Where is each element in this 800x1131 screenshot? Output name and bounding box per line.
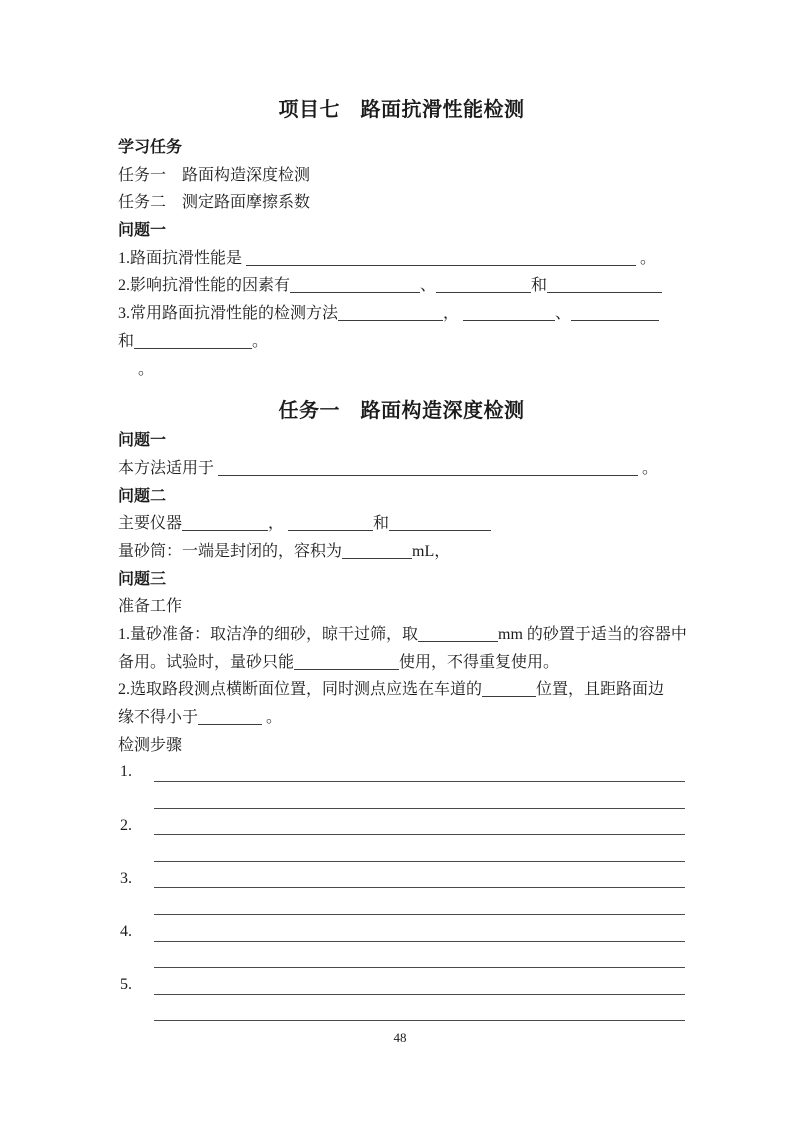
step-answer-row bbox=[118, 839, 685, 866]
answer-rule bbox=[154, 834, 685, 835]
fill-in-blank bbox=[134, 334, 252, 349]
fill-in-blank bbox=[288, 516, 373, 531]
text-line bbox=[118, 510, 685, 538]
step-number: 1. bbox=[120, 763, 132, 781]
text-run: 和 bbox=[531, 277, 548, 295]
fill-in-blank bbox=[571, 306, 659, 321]
fill-in-blank bbox=[246, 251, 636, 266]
text-run: mm 的砂置于适当的容器中 bbox=[498, 626, 687, 643]
fill-in-blank bbox=[290, 278, 420, 293]
text-line bbox=[118, 593, 685, 621]
text-line bbox=[118, 621, 685, 649]
text-run: 量砂筒：一端是封闭的，容积为 bbox=[118, 542, 343, 560]
step-answer-row bbox=[118, 972, 685, 999]
numbered-step bbox=[118, 759, 685, 812]
text-run: 。 bbox=[262, 709, 283, 727]
text-run: 。 bbox=[636, 249, 657, 267]
answer-rule bbox=[154, 1020, 685, 1021]
fill-in-blank bbox=[482, 682, 536, 697]
text-line bbox=[118, 356, 685, 384]
text-run: 1.量砂准备：取洁净的细砂，晾干过筛，取 bbox=[118, 626, 419, 643]
text-line bbox=[118, 455, 685, 483]
fill-in-blank bbox=[389, 516, 491, 531]
page-footer bbox=[0, 1030, 800, 1046]
fill-in-blank bbox=[547, 278, 662, 293]
text-line bbox=[118, 649, 685, 677]
step-answer-row bbox=[118, 946, 685, 973]
fill-in-blank bbox=[294, 655, 399, 670]
subsection-label: 问题一 bbox=[118, 432, 167, 450]
answer-rule bbox=[154, 914, 685, 915]
step-number: 3. bbox=[120, 869, 132, 887]
text-run: ， bbox=[443, 305, 464, 323]
text-line bbox=[118, 704, 685, 732]
text-run: 准备工作 bbox=[118, 598, 183, 616]
answer-rule bbox=[154, 861, 685, 862]
text-run: 使用，不得重复使用。 bbox=[399, 653, 560, 671]
subsection-label: 问题三 bbox=[118, 570, 167, 588]
text-line bbox=[118, 328, 685, 356]
fill-in-blank bbox=[198, 710, 262, 725]
text-run: 任务二 测定路面摩擦系数 bbox=[118, 194, 311, 212]
fill-in-blank bbox=[436, 278, 531, 293]
subsection-label: 问题一 bbox=[118, 222, 167, 240]
page-number: 48 bbox=[393, 1030, 407, 1045]
text-line bbox=[118, 300, 685, 328]
fill-in-blank bbox=[182, 516, 268, 531]
text-run: 1.路面抗滑性能是 bbox=[118, 249, 247, 267]
step-number: 5. bbox=[120, 976, 132, 994]
step-answer-row bbox=[118, 892, 685, 919]
text-run: 检测步骤 bbox=[118, 736, 183, 754]
answer-rule bbox=[154, 808, 685, 809]
step-answer-row bbox=[118, 866, 685, 893]
text-run: 位置，且距路面边 bbox=[536, 681, 665, 699]
document-content bbox=[118, 96, 685, 1025]
step-answer-row bbox=[118, 759, 685, 786]
numbered-step bbox=[118, 866, 685, 919]
fill-in-blank bbox=[338, 306, 443, 321]
text-line bbox=[118, 245, 685, 273]
numbered-step bbox=[118, 919, 685, 972]
subsection-label: 学习任务 bbox=[118, 139, 183, 156]
answer-rule bbox=[154, 994, 685, 995]
step-answer-row bbox=[118, 919, 685, 946]
text-run: 、 bbox=[555, 305, 572, 323]
fill-in-blank bbox=[418, 627, 498, 642]
fill-in-blank bbox=[463, 306, 555, 321]
step-answer-row bbox=[118, 786, 685, 813]
text-run: 3.常用路面抗滑性能的检测方法 bbox=[118, 305, 339, 323]
step-answer-row bbox=[118, 813, 685, 840]
text-run: 和 bbox=[118, 332, 135, 350]
text-line bbox=[118, 162, 685, 190]
text-run: 。 bbox=[252, 332, 269, 350]
answer-rule bbox=[154, 887, 685, 888]
text-run: 2.选取路段测点横断面位置，同时测点应选在车道的 bbox=[118, 681, 483, 699]
section-heading: 任务一 路面构造深度检测 bbox=[278, 400, 525, 423]
answer-rule bbox=[154, 967, 685, 968]
numbered-step bbox=[118, 972, 685, 1025]
answer-rule bbox=[154, 941, 685, 942]
step-number: 2. bbox=[120, 816, 132, 834]
text-run: 。 bbox=[138, 360, 155, 378]
text-line bbox=[118, 189, 685, 217]
text-run: ， bbox=[268, 515, 289, 533]
numbered-step bbox=[118, 813, 685, 866]
text-run: 备用。试验时，量砂只能 bbox=[118, 653, 295, 671]
text-run: 、 bbox=[420, 277, 437, 295]
text-line bbox=[118, 538, 685, 566]
text-run: 缘不得小于 bbox=[118, 709, 199, 727]
step-answer-row bbox=[118, 999, 685, 1026]
fill-in-blank bbox=[342, 544, 412, 559]
fill-in-blank bbox=[218, 461, 638, 476]
text-run: 。 bbox=[638, 459, 659, 477]
document-title: 项目七 路面抗滑性能检测 bbox=[278, 99, 525, 121]
subsection-label: 问题二 bbox=[118, 487, 167, 505]
text-line bbox=[118, 272, 685, 300]
text-run: 本方法适用于 bbox=[118, 459, 219, 477]
text-run: mL， bbox=[412, 542, 451, 560]
text-run: 和 bbox=[373, 515, 390, 533]
text-line bbox=[118, 732, 685, 760]
text-line bbox=[118, 676, 685, 704]
text-run: 任务一 路面构造深度检测 bbox=[118, 166, 311, 184]
step-number: 4. bbox=[120, 923, 132, 940]
text-run: 主要仪器 bbox=[118, 515, 183, 533]
answer-rule bbox=[154, 781, 685, 782]
text-run: 2.影响抗滑性能的因素有 bbox=[118, 277, 291, 295]
